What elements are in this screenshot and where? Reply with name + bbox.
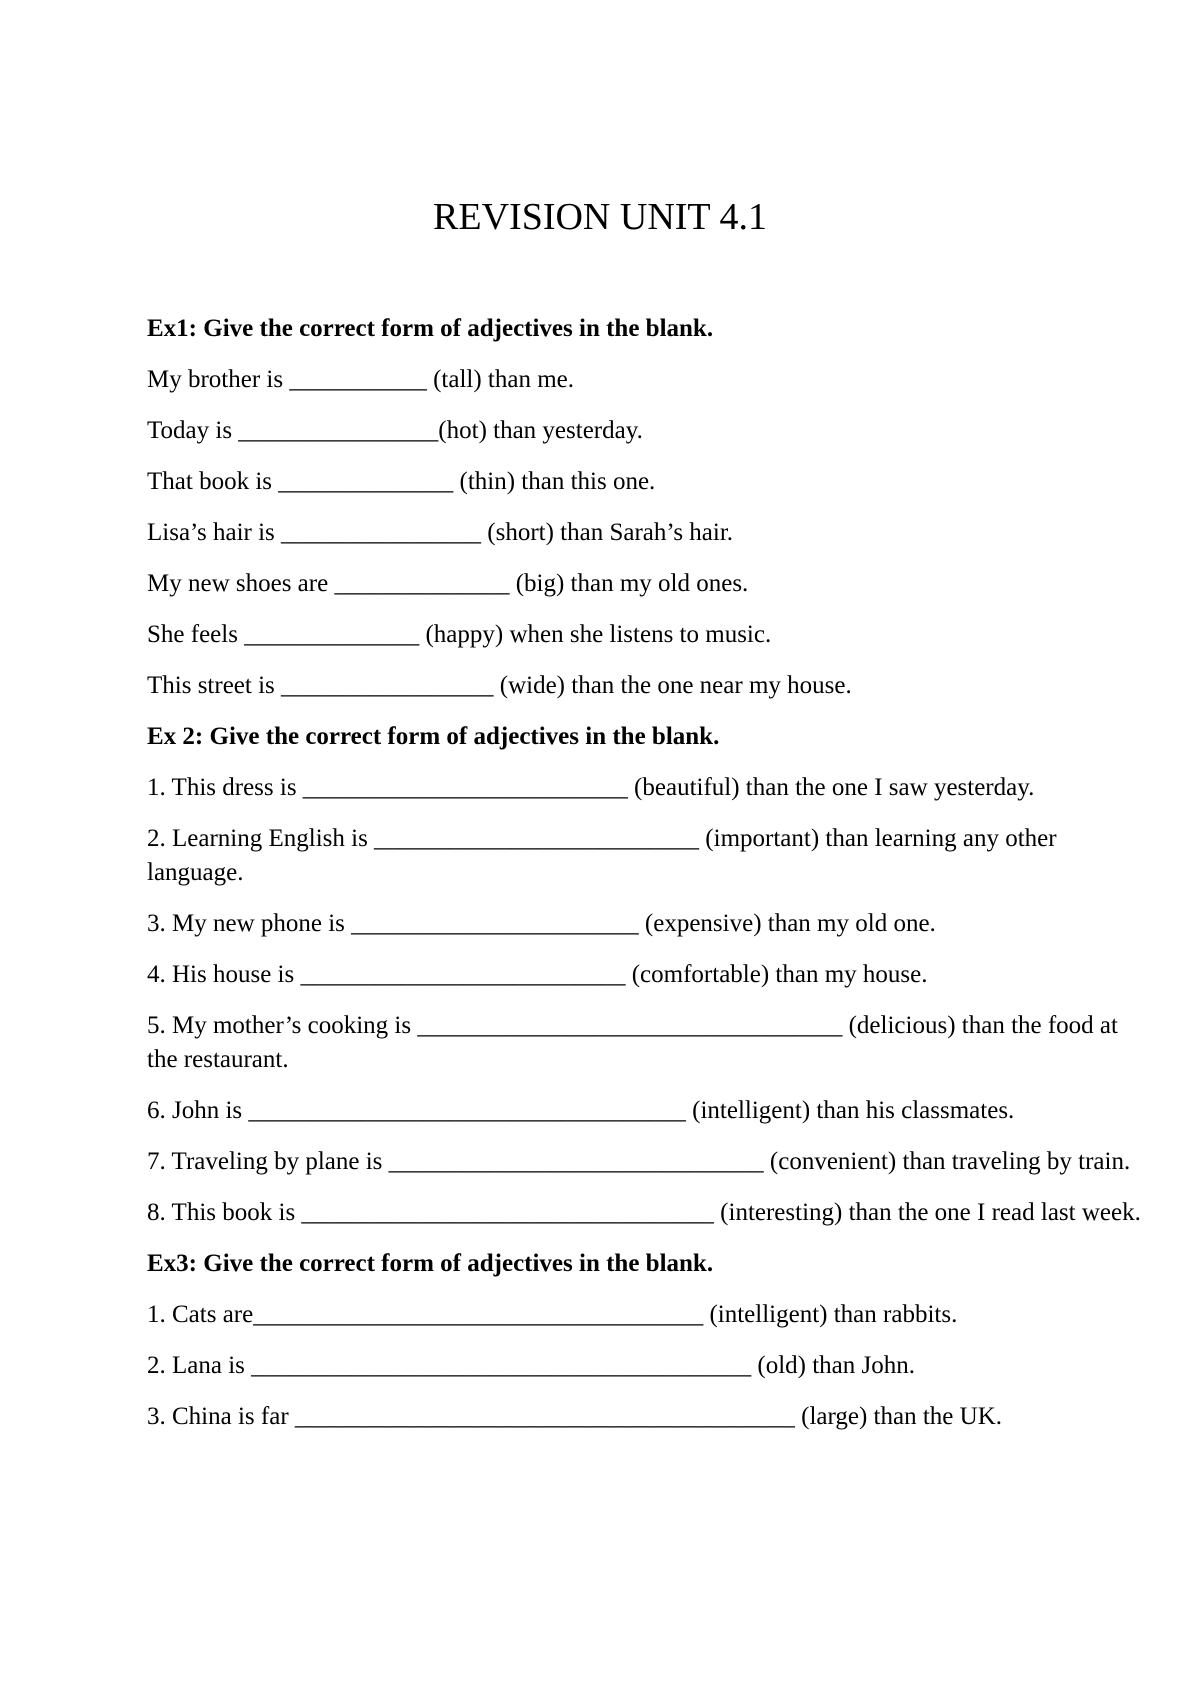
ex1-item: My new shoes are ______________ (big) than my old ones. — [147, 570, 749, 597]
ex1-item: That book is ______________ (thin) than this one. — [147, 468, 656, 495]
ex3-item: 3. China is far ________________________________________ (large) than the UK. — [147, 1403, 1002, 1430]
ex1-item: Lisa’s hair is ________________ (short) than Sarah’s hair. — [147, 519, 734, 546]
page-title: REVISION UNIT 4.1 — [433, 196, 767, 238]
ex1-heading: Ex1: Give the correct form of adjectives in the blank. — [147, 315, 714, 342]
ex2-heading: Ex 2: Give the correct form of adjectives in the blank. — [147, 723, 720, 750]
ex1-item: She feels ______________ (happy) when she listens to music. — [147, 621, 772, 648]
ex2-item: 4. His house is __________________________ (comfortable) than my house. — [147, 961, 928, 988]
ex3-item: 1. Cats are____________________________________ (intelligent) than rabbits. — [147, 1301, 958, 1328]
ex1-item: Today is ________________(hot) than yesterday. — [147, 417, 643, 444]
worksheet-content — [147, 312, 1147, 1451]
ex2-item: 2. Learning English is __________________________ (important) than learning any other language. — [147, 825, 1057, 886]
ex2-item: 7. Traveling by plane is ______________________________ (convenient) than traveling by train. — [147, 1148, 1131, 1175]
ex2-item: 1. This dress is __________________________ (beautiful) than the one I saw yesterday. — [147, 774, 1035, 801]
ex2-item: 3. My new phone is _______________________ (expensive) than my old one. — [147, 910, 936, 937]
ex2-item: 5. My mother’s cooking is __________________________________ (delicious) than the food at the restaurant. — [147, 1012, 1118, 1073]
ex2-item: 6. John is ___________________________________ (intelligent) than his classmates. — [147, 1097, 1015, 1124]
ex1-item: My brother is ___________ (tall) than me. — [147, 366, 575, 393]
ex1-item: This street is _________________ (wide) than the one near my house. — [147, 672, 852, 699]
ex3-item: 2. Lana is ________________________________________ (old) than John. — [147, 1352, 916, 1379]
ex2-item: 8. This book is _________________________________ (interesting) than the one I read last week. — [147, 1199, 1141, 1226]
ex3-heading: Ex3: Give the correct form of adjectives in the blank. — [147, 1250, 714, 1277]
